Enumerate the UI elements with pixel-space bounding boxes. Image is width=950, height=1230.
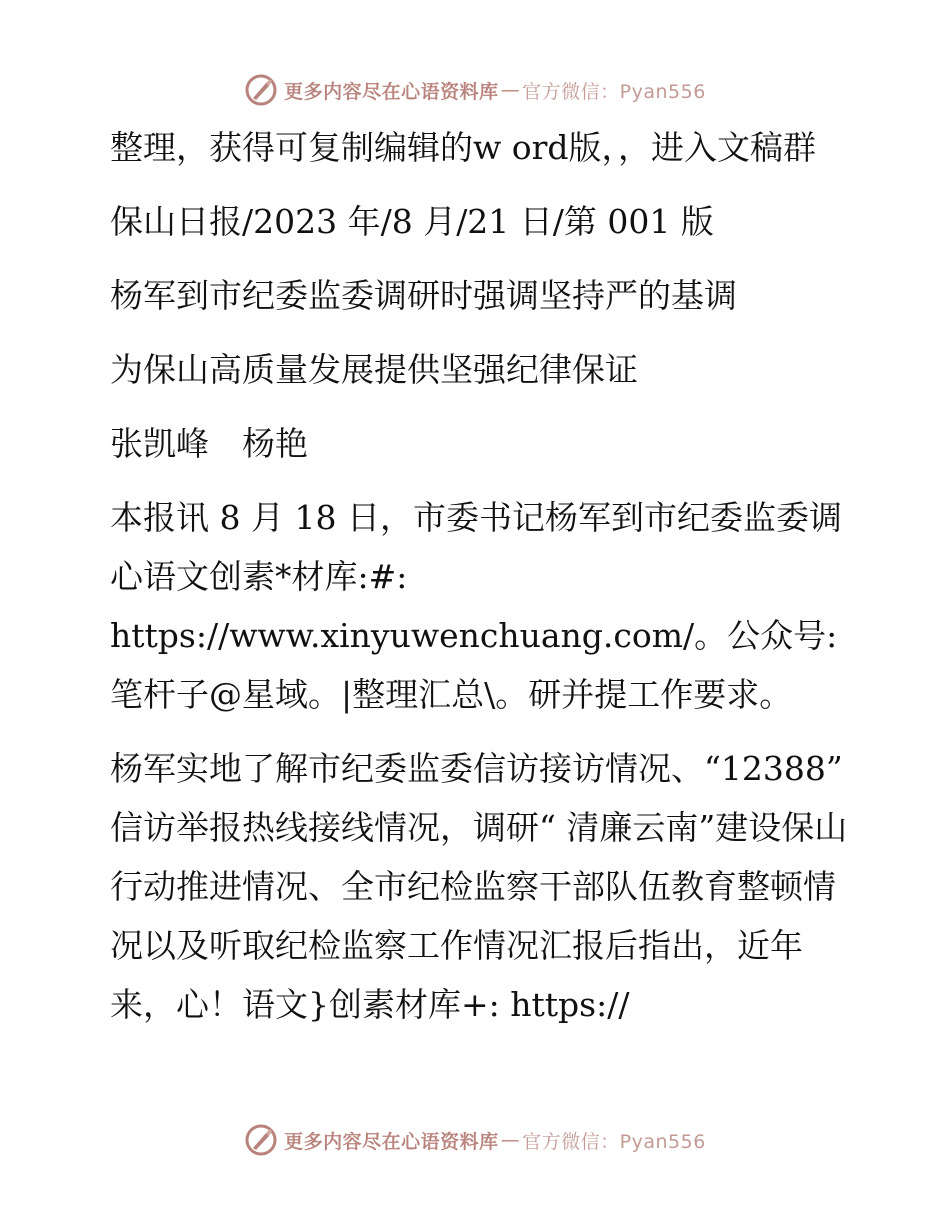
document-body xyxy=(97,118,857,1034)
paragraph-source: 保山日报/2023 年/8 月/21 日/第 001 版 xyxy=(110,202,714,241)
banner-account-text: 官方微信：Pyan556 xyxy=(522,80,706,103)
banner-separator: — xyxy=(500,79,521,101)
banner-main-text: 更多内容尽在心语资料库 xyxy=(284,1130,499,1153)
paragraph-body-2: 杨军实地了解市纪委监委信访接访情况、“12388” 信访举报热线接线情况，调研“ 清廉云南”建设保山行动推进情况、全市纪检监察干部队伍教育整顿情况以及听取纪检监察工作情况汇报后指出，近年来，心！语文}创素材库+: https:// xyxy=(110,749,848,1024)
pen-logo-icon xyxy=(244,73,278,107)
paragraph-note: 整理，获得可复制编辑的w ord版，，进入文稿群 xyxy=(110,128,817,167)
footer-watermark-banner xyxy=(0,1120,950,1160)
header-watermark-banner xyxy=(0,70,950,110)
pen-logo-icon xyxy=(244,1123,278,1157)
banner-separator: — xyxy=(500,1129,521,1151)
headline-line-1: 杨军到市纪委监委调研时强调坚持严的基调 xyxy=(110,276,737,315)
banner-main-text: 更多内容尽在心语资料库 xyxy=(284,80,499,103)
byline: 张凯峰 杨艳 xyxy=(110,424,308,463)
paragraph-body-1: 本报讯 8 月 18 日，市委书记杨军到市纪委监委调心语文创素*材库:#: https://www.xinyuwenchuang.com/。公众号: 笔杆子@星域。|整理汇总\。研并提工作要求。 xyxy=(110,498,842,714)
banner-account-text: 官方微信：Pyan556 xyxy=(522,1130,706,1153)
headline-line-2: 为保山高质量发展提供坚强纪律保证 xyxy=(110,350,638,389)
